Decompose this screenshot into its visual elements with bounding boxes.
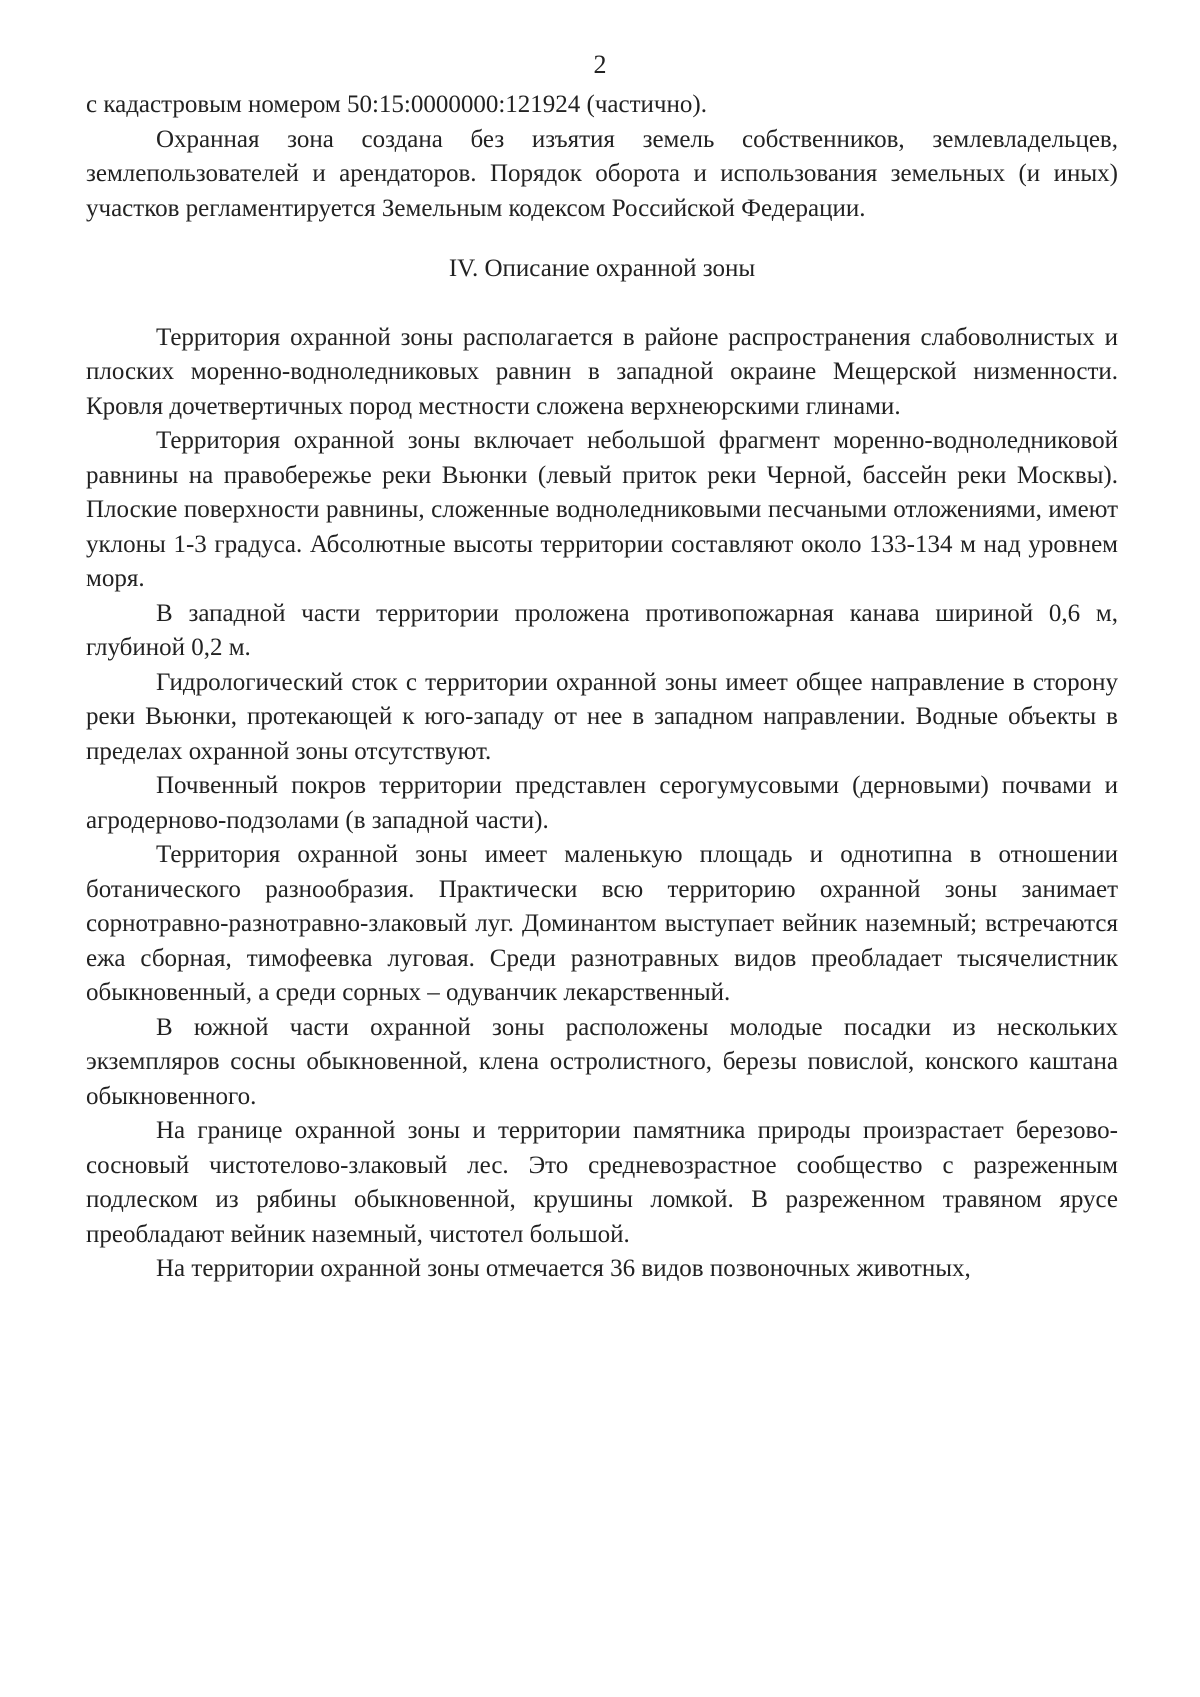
paragraph-fire-ditch: В западной части территории проложена противопожарная канава шириной 0,6 м, глубиной 0,2 м. bbox=[86, 599, 1118, 661]
paragraph-territory-location: Территория охранной зоны располагается в районе распространения слабоволнистых и плоских моренно-водноледниковых равнин в западной окраине Мещерской низменности. Кровля дочетвертичных пород местности сложена верхнеюрскими глинами. bbox=[86, 323, 1118, 420]
paragraph-hydrology: Гидрологический сток с территории охранной зоны имеет общее направление в сторону реки Вьюнки, протекающей к юго-западу от нее в западном направлении. Водные объекты в пределах охранной зоны отсутствуют. bbox=[86, 668, 1118, 765]
paragraph-plain-description: Территория охранной зоны включает небольшой фрагмент моренно-водноледниковой равнины на правобережье реки Вьюнки (левый приток реки Черной, бассейн реки Москвы). Плоские поверхности равнины, сложенные водноледниковыми песчаными отложениями, имеют уклоны 1-3 градуса. Абсолютные высоты территории составляют около 133-134 м над уровнем моря. bbox=[86, 427, 1118, 592]
paragraph-continuation: с кадастровым номером 50:15:0000000:121924 (частично). bbox=[86, 91, 707, 118]
paragraph-forest: На границе охранной зоны и территории памятника природы произрастает березово-сосновый чистотелово-злаковый лес. Это средневозрастное сообщество с разреженным подлеском из рябины обыкновенной, крушины ломкой. В разреженном травяном ярусе преобладают вейник наземный, чистотел большой. bbox=[86, 1117, 1118, 1248]
page-number: 2 bbox=[593, 50, 607, 79]
paragraph-botany: Территория охранной зоны имеет маленькую площадь и однотипна в отношении ботанического разнообразия. Практически всю территорию охранной зоны занимает сорнотравно-разнотравно-злаковый луг. Доминантом выступает вейник наземный; встречаются ежа сборная, тимофеевка луговая. Среди разнотравных видов преобладает тысячелистник обыкновенный, а среди сорных – одуванчик лекарственный. bbox=[86, 841, 1118, 1006]
document-body bbox=[86, 88, 1118, 1287]
paragraph-plantings: В южной части охранной зоны расположены молодые посадки из нескольких экземпляров сосны обыкновенной, клена остролистного, березы повислой, конского каштана обыкновенного. bbox=[86, 1013, 1118, 1110]
section-heading: IV. Описание охранной зоны bbox=[448, 255, 756, 282]
paragraph-soil-cover: Почвенный покров территории представлен серогумусовыми (дерновыми) почвами и агродерново-подзолами (в западной части). bbox=[86, 772, 1118, 834]
paragraph-fauna: На территории охранной зоны отмечается 36 видов позвоночных животных, bbox=[156, 1255, 971, 1282]
paragraph-protection-zone-creation: Охранная зона создана без изъятия земель собственников, землевладельцев, землепользователей и арендаторов. Порядок оборота и использования земельных (и иных) участков регламентируется Земельным кодексом Российской Федерации. bbox=[86, 125, 1118, 222]
